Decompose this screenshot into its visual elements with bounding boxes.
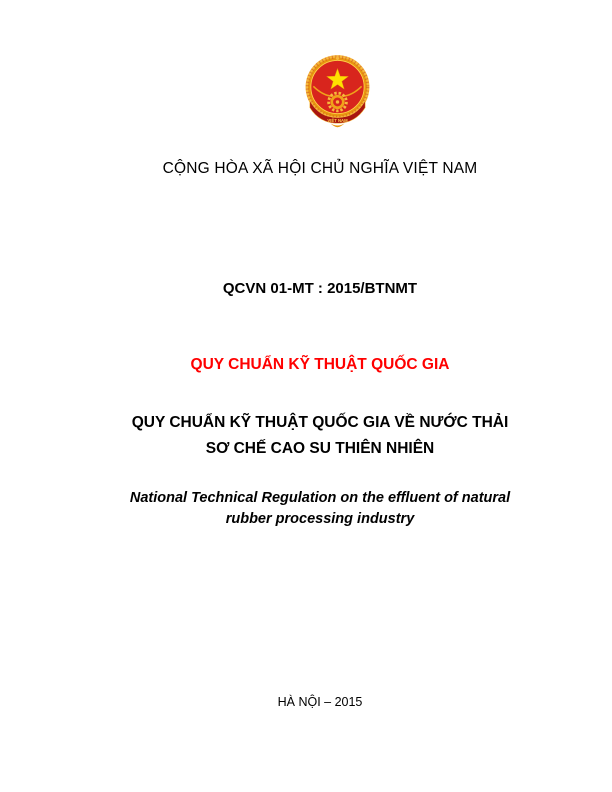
vietnam-national-emblem-icon xyxy=(302,55,373,129)
country-title: CỘNG HÒA XÃ HỘI CHỦ NGHĨA VIỆT NAM xyxy=(162,160,478,177)
emblem-bottom-knot xyxy=(330,123,344,127)
regulation-title-vietnamese xyxy=(80,410,560,462)
emblem-banner-text: VIỆT NAM xyxy=(327,117,348,123)
regulation-title-en-line2: rubber processing industry xyxy=(225,511,415,527)
national-regulation-heading: QUY CHUẨN KỸ THUẬT QUỐC GIA xyxy=(190,356,450,373)
regulation-title-vi-line2: SƠ CHẾ CAO SU THIÊN NHIÊN xyxy=(205,440,435,457)
place-year-footer: HÀ NỘI – 2015 xyxy=(277,695,363,709)
regulation-title-english xyxy=(80,488,560,530)
regulation-title-vi-line1: QUY CHUẨN KỸ THUẬT QUỐC GIA VỀ NƯỚC THẢI xyxy=(131,414,509,431)
regulation-title-en-line1: National Technical Regulation on the effluent of natural xyxy=(129,490,511,506)
document-code: QCVN 01-MT : 2015/BTNMT xyxy=(222,280,418,297)
emblem-graphic xyxy=(302,55,373,129)
